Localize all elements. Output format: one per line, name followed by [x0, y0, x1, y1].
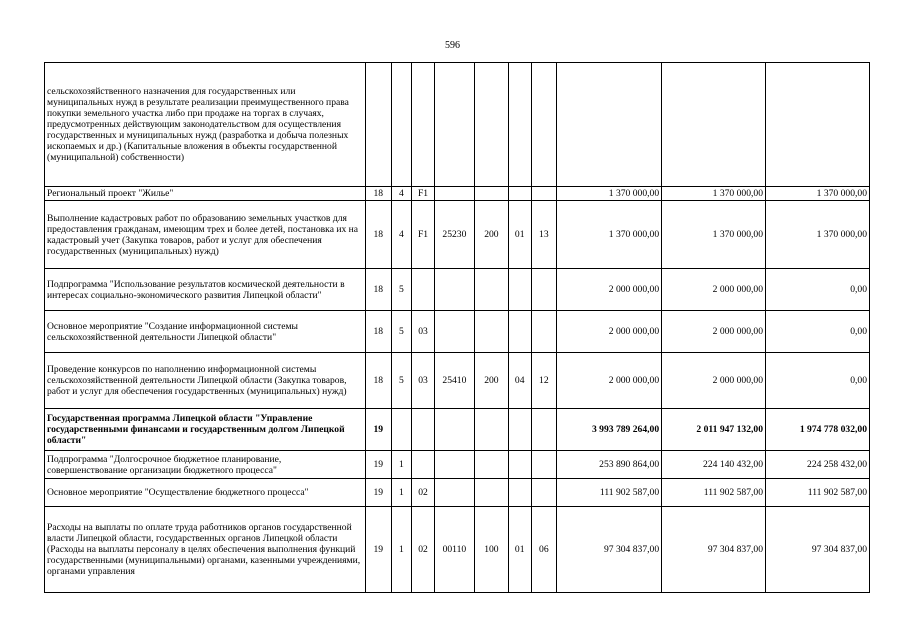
row-name-cell: Расходы на выплаты по оплате труда работников органов государственной власти Липецкой области, государственных органов Липецкой области (Расходы на выплаты персоналу в целях обеспечения выполнения функций государственными (муниципальными) органами, казенными учреждениями, органами управления	[45, 507, 366, 593]
table-body	[45, 63, 870, 593]
code-subsection-cell: 06	[531, 507, 557, 593]
code-pp-cell: 1	[391, 479, 412, 507]
code-gp-cell	[365, 63, 391, 187]
code-gp-cell: 18	[365, 311, 391, 353]
amount-col3-cell: 0,00	[766, 311, 870, 353]
code-pp-cell	[391, 63, 412, 187]
code-section-cell: 04	[508, 353, 531, 409]
code-gp-cell: 19	[365, 451, 391, 479]
table-row	[45, 187, 870, 201]
code-gp-cell: 18	[365, 187, 391, 201]
table-row	[45, 479, 870, 507]
code-section-cell	[508, 409, 531, 451]
code-pp-cell: 5	[391, 269, 412, 311]
code-gp-cell: 18	[365, 269, 391, 311]
code-subsection-cell	[531, 187, 557, 201]
code-gp-cell: 19	[365, 507, 391, 593]
code-direction-cell	[434, 409, 474, 451]
amount-col2-cell	[662, 63, 766, 187]
code-om-cell: 02	[412, 507, 435, 593]
row-name-cell: Государственная программа Липецкой области "Управление государственными финансами и государственным долгом Липецкой области"	[45, 409, 366, 451]
code-section-cell	[508, 269, 531, 311]
table-row	[45, 451, 870, 479]
amount-col1-cell: 97 304 837,00	[557, 507, 662, 593]
row-name-cell: Выполнение кадастровых работ по образованию земельных участков для предоставления гражданам, имеющим трех и более детей, постановка их на кадастровый учет (Закупка товаров, работ и услуг для обеспечения государственных (муниципальных) нужд)	[45, 201, 366, 269]
amount-col1-cell: 1 370 000,00	[557, 201, 662, 269]
budget-table	[44, 62, 870, 593]
code-section-cell: 01	[508, 507, 531, 593]
amount-col2-cell: 2 000 000,00	[662, 353, 766, 409]
code-subsection-cell	[531, 269, 557, 311]
code-gp-cell: 18	[365, 201, 391, 269]
table-row	[45, 507, 870, 593]
code-om-cell: 03	[412, 311, 435, 353]
amount-col2-cell: 1 370 000,00	[662, 187, 766, 201]
code-pp-cell: 1	[391, 507, 412, 593]
code-pp-cell: 5	[391, 353, 412, 409]
code-subsection-cell: 12	[531, 353, 557, 409]
code-om-cell: F1	[412, 201, 435, 269]
code-pp-cell: 4	[391, 201, 412, 269]
amount-col1-cell	[557, 63, 662, 187]
amount-col1-cell: 2 000 000,00	[557, 353, 662, 409]
code-expense-type-cell: 200	[474, 201, 508, 269]
code-direction-cell	[434, 451, 474, 479]
amount-col3-cell: 97 304 837,00	[766, 507, 870, 593]
amount-col2-cell: 1 370 000,00	[662, 201, 766, 269]
code-direction-cell: 25230	[434, 201, 474, 269]
code-expense-type-cell	[474, 451, 508, 479]
code-section-cell	[508, 187, 531, 201]
amount-col2-cell: 2 011 947 132,00	[662, 409, 766, 451]
code-direction-cell	[434, 63, 474, 187]
table-row	[45, 353, 870, 409]
code-section-cell	[508, 451, 531, 479]
amount-col3-cell: 111 902 587,00	[766, 479, 870, 507]
code-section-cell: 01	[508, 201, 531, 269]
code-section-cell	[508, 479, 531, 507]
code-om-cell: 03	[412, 353, 435, 409]
code-direction-cell	[434, 479, 474, 507]
code-om-cell	[412, 63, 435, 187]
amount-col1-cell: 253 890 864,00	[557, 451, 662, 479]
amount-col3-cell: 224 258 432,00	[766, 451, 870, 479]
code-pp-cell	[391, 409, 412, 451]
code-direction-cell	[434, 269, 474, 311]
table-row	[45, 269, 870, 311]
amount-col1-cell: 1 370 000,00	[557, 187, 662, 201]
code-om-cell	[412, 409, 435, 451]
code-om-cell: 02	[412, 479, 435, 507]
code-expense-type-cell: 100	[474, 507, 508, 593]
code-om-cell	[412, 269, 435, 311]
code-expense-type-cell	[474, 409, 508, 451]
code-expense-type-cell	[474, 311, 508, 353]
row-name-cell: Региональный проект "Жилье"	[45, 187, 366, 201]
table-row	[45, 311, 870, 353]
row-name-cell: Основное мероприятие "Создание информационной системы сельскохозяйственной деятельности Липецкой области"	[45, 311, 366, 353]
amount-col3-cell: 1 974 778 032,00	[766, 409, 870, 451]
code-expense-type-cell	[474, 269, 508, 311]
code-subsection-cell	[531, 451, 557, 479]
table-row	[45, 201, 870, 269]
code-direction-cell	[434, 311, 474, 353]
code-section-cell	[508, 311, 531, 353]
table-row	[45, 63, 870, 187]
amount-col1-cell: 2 000 000,00	[557, 269, 662, 311]
code-expense-type-cell	[474, 63, 508, 187]
code-subsection-cell	[531, 63, 557, 187]
code-pp-cell: 1	[391, 451, 412, 479]
amount-col3-cell: 0,00	[766, 353, 870, 409]
code-direction-cell: 25410	[434, 353, 474, 409]
code-expense-type-cell	[474, 187, 508, 201]
code-pp-cell: 5	[391, 311, 412, 353]
code-subsection-cell	[531, 311, 557, 353]
amount-col1-cell: 111 902 587,00	[557, 479, 662, 507]
code-pp-cell: 4	[391, 187, 412, 201]
code-direction-cell	[434, 187, 474, 201]
code-section-cell	[508, 63, 531, 187]
row-name-cell: Подпрограмма "Использование результатов космической деятельности в интересах социально-экономического развития Липецкой области"	[45, 269, 366, 311]
row-name-cell: сельскохозяйственного назначения для государственных или муниципальных нужд в результате реализации преимущественного права покупки земельного участка либо при продаже на торгах в случаях, предусмотренных действующим законодательством для осуществления государственных и муниципальных нужд (разработка и добыча полезных ископаемых и др.) (Капитальные вложения в объекты государственной (муниципальной) собственности)	[45, 63, 366, 187]
amount-col2-cell: 2 000 000,00	[662, 269, 766, 311]
amount-col3-cell: 1 370 000,00	[766, 187, 870, 201]
amount-col2-cell: 224 140 432,00	[662, 451, 766, 479]
row-name-cell: Проведение конкурсов по наполнению информационной системы сельскохозяйственной деятельности Липецкой области (Закупка товаров, работ и услуг для обеспечения государственных (муниципальных) нужд)	[45, 353, 366, 409]
code-subsection-cell	[531, 409, 557, 451]
code-gp-cell: 19	[365, 409, 391, 451]
row-name-cell: Основное мероприятие "Осуществление бюджетного процесса"	[45, 479, 366, 507]
amount-col2-cell: 97 304 837,00	[662, 507, 766, 593]
code-gp-cell: 19	[365, 479, 391, 507]
code-subsection-cell	[531, 479, 557, 507]
code-om-cell	[412, 451, 435, 479]
amount-col3-cell: 1 370 000,00	[766, 201, 870, 269]
code-expense-type-cell	[474, 479, 508, 507]
code-om-cell: F1	[412, 187, 435, 201]
code-direction-cell: 00110	[434, 507, 474, 593]
amount-col1-cell: 3 993 789 264,00	[557, 409, 662, 451]
code-subsection-cell: 13	[531, 201, 557, 269]
amount-col2-cell: 111 902 587,00	[662, 479, 766, 507]
page-number: 596	[445, 40, 460, 51]
code-gp-cell: 18	[365, 353, 391, 409]
amount-col2-cell: 2 000 000,00	[662, 311, 766, 353]
amount-col1-cell: 2 000 000,00	[557, 311, 662, 353]
table-row	[45, 409, 870, 451]
amount-col3-cell: 0,00	[766, 269, 870, 311]
row-name-cell: Подпрограмма "Долгосрочное бюджетное планирование, совершенствование организации бюджетного процесса"	[45, 451, 366, 479]
code-expense-type-cell: 200	[474, 353, 508, 409]
amount-col3-cell	[766, 63, 870, 187]
